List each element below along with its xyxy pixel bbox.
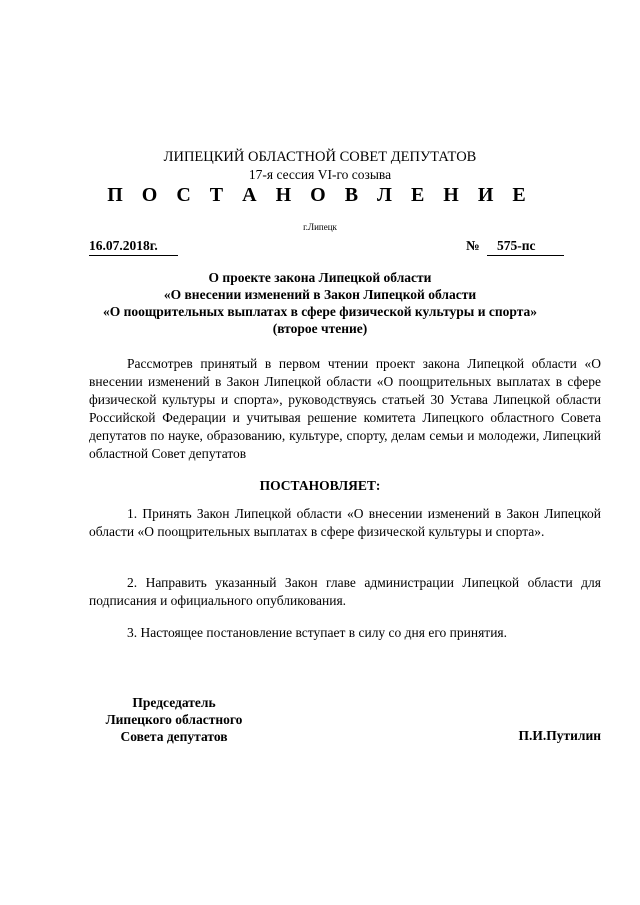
signatory-title-line-2: Липецкого областного (105, 712, 243, 727)
council-name: ЛИПЕЦКИЙ ОБЛАСТНОЙ СОВЕТ ДЕПУТАТОВ (163, 149, 477, 165)
subject-line-2: «О внесении изменений в Закон Липецкой области (163, 287, 477, 302)
decree-item-1: 1. Принять Закон Липецкой области «О внесении изменений в Закон Липецкой области «О поощрительных выплатах в сфере физической культуры и спорта». (89, 506, 601, 539)
signatory-title-line-1: Председатель (132, 695, 216, 710)
signatory-title (89, 694, 259, 745)
decree-item-2: 2. Направить указанный Закон главе администрации Липецкой области для подписания и официального опубликования. (89, 575, 601, 608)
decree-item-3: 3. Настоящее постановление вступает в силу со дня его принятия. (127, 625, 508, 640)
number-sign: № (466, 238, 480, 253)
signatory-name: П.И.Путилин (518, 728, 601, 743)
document-date: 16.07.2018г. (89, 238, 178, 256)
subject-line-3: «О поощрительных выплатах в сфере физической культуры и спорта» (102, 304, 538, 319)
subject-line-4: (второе чтение) (272, 321, 368, 336)
signatory-title-line-3: Совета депутатов (120, 729, 228, 744)
session-info: 17-я сессия VI-го созыва (248, 167, 392, 182)
subject-line-1: О проекте закона Липецкой области (208, 270, 432, 285)
document-subject (0, 269, 640, 337)
preamble-paragraph: Рассмотрев принятый в первом чтении проект закона Липецкой области «О внесении изменений в Закон Липецкой области «О поощрительных выплатах в сфере физической культуры и спорта», руководствуясь статьей 30 Устава Липецкой области Российской Федерации и учитывая решение комитета Липецкого областного Совета депутатов по науке, образованию, культуре, спорту, делам семьи и молодежи, Липецкий областной Совет депутатов (89, 356, 601, 461)
city-name: г.Липецк (303, 222, 337, 232)
document-type-title: П О С Т А Н О В Л Е Н И Е (107, 184, 533, 206)
decree-heading: ПОСТАНОВЛЯЕТ: (259, 478, 381, 493)
document-number: 575-пс (487, 238, 564, 256)
